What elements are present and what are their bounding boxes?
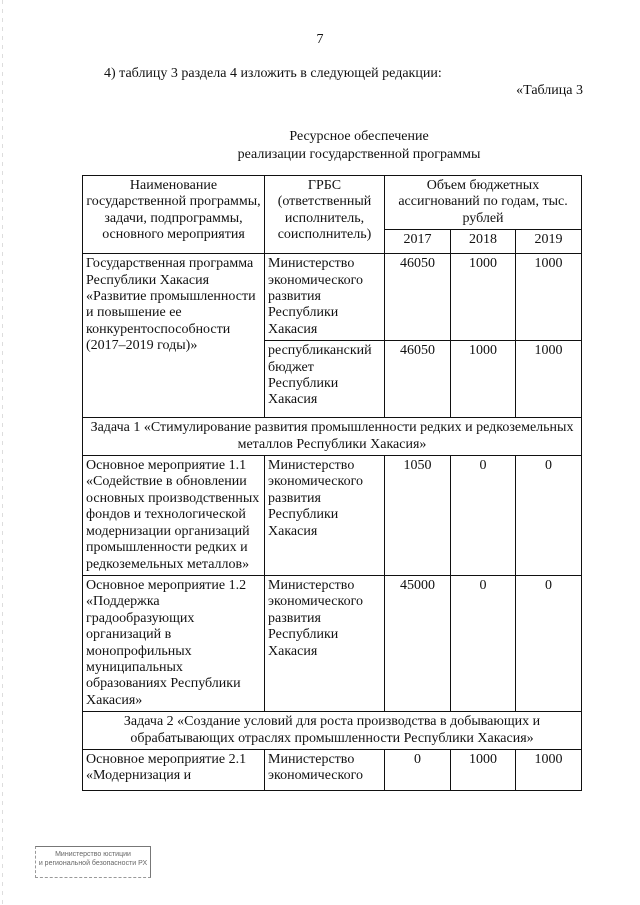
value-2018: 1000 xyxy=(451,254,516,341)
task-1-heading: Задача 1 «Стимулирование развития промышленности редких и редкоземельных металлов Республики Хакасия» xyxy=(83,418,582,456)
table-label: «Таблица 3 xyxy=(516,83,583,98)
header-row xyxy=(83,176,582,230)
value-2019: 1000 xyxy=(516,254,582,341)
table-title xyxy=(0,128,640,164)
table-row xyxy=(83,575,582,711)
grbs-cell: Министерство экономического развития Республики Хакасия xyxy=(265,254,385,341)
task-row xyxy=(83,712,582,750)
value-2018: 0 xyxy=(451,456,516,576)
value-2018: 1000 xyxy=(451,749,516,790)
value-2019: 1000 xyxy=(516,749,582,790)
value-2019: 0 xyxy=(516,575,582,711)
value-2017: 46050 xyxy=(385,341,451,418)
table-row xyxy=(83,456,582,576)
header-volume: Объем бюджетных ассигнований по годам, тыс. рублей xyxy=(385,176,582,230)
value-2018: 1000 xyxy=(451,341,516,418)
task-2-heading: Задача 2 «Создание условий для роста производства в добывающих и обрабатывающих отраслях промышленности Республики Хакасия» xyxy=(83,712,582,750)
value-2017: 0 xyxy=(385,749,451,790)
value-2019: 1000 xyxy=(516,341,582,418)
grbs-cell: республиканский бюджет Республики Хакасия xyxy=(265,341,385,418)
page-number: 7 xyxy=(316,32,324,47)
header-year-2019: 2019 xyxy=(516,230,582,254)
amendment-instruction: 4) таблицу 3 раздела 4 изложить в следующей редакции: xyxy=(104,66,442,81)
header-grbs: ГРБС (ответственный исполнитель, соисполнитель) xyxy=(265,176,385,254)
grbs-cell: Министерство экономического xyxy=(265,749,385,790)
grbs-cell: Министерство экономического развития Республики Хакасия xyxy=(265,575,385,711)
measure-name-cell: Основное мероприятие 1.2 «Поддержка градообразующих организаций в монопрофильных муниципальных образованиях Республики Хакасия» xyxy=(83,575,265,711)
value-2017: 46050 xyxy=(385,254,451,341)
table-row xyxy=(83,254,582,341)
stamp-line-1: Министерство юстиции xyxy=(55,851,131,858)
measure-name-cell: Основное мероприятие 1.1 «Содействие в обновлении основных производственных фондов и технологической модернизации организаций промышленности редких и редкоземельных металлов» xyxy=(83,456,265,576)
task-row xyxy=(83,418,582,456)
stamp-line-2: и региональной безопасности РХ xyxy=(38,860,148,867)
resource-table xyxy=(82,175,582,791)
value-2017: 45000 xyxy=(385,575,451,711)
registration-stamp xyxy=(35,846,151,878)
header-year-2017: 2017 xyxy=(385,230,451,254)
value-2018: 0 xyxy=(451,575,516,711)
table-title-line-2: реализации государственной программы xyxy=(237,147,481,162)
header-name: Наименование государственной программы, задачи, подпрограммы, основного мероприятия xyxy=(83,176,265,254)
table-title-line-1: Ресурсное обеспечение xyxy=(289,129,429,144)
measure-name-cell: Основное мероприятие 2.1 «Модернизация и xyxy=(83,749,265,790)
program-name-cell: Государственная программа Республики Хакасия «Развитие промышленности и повышение ее конкурентоспособности (2017–2019 годы)» xyxy=(83,254,265,418)
table-row xyxy=(83,749,582,790)
header-year-2018: 2018 xyxy=(451,230,516,254)
grbs-cell: Министерство экономического развития Республики Хакасия xyxy=(265,456,385,576)
value-2019: 0 xyxy=(516,456,582,576)
value-2017: 1050 xyxy=(385,456,451,576)
